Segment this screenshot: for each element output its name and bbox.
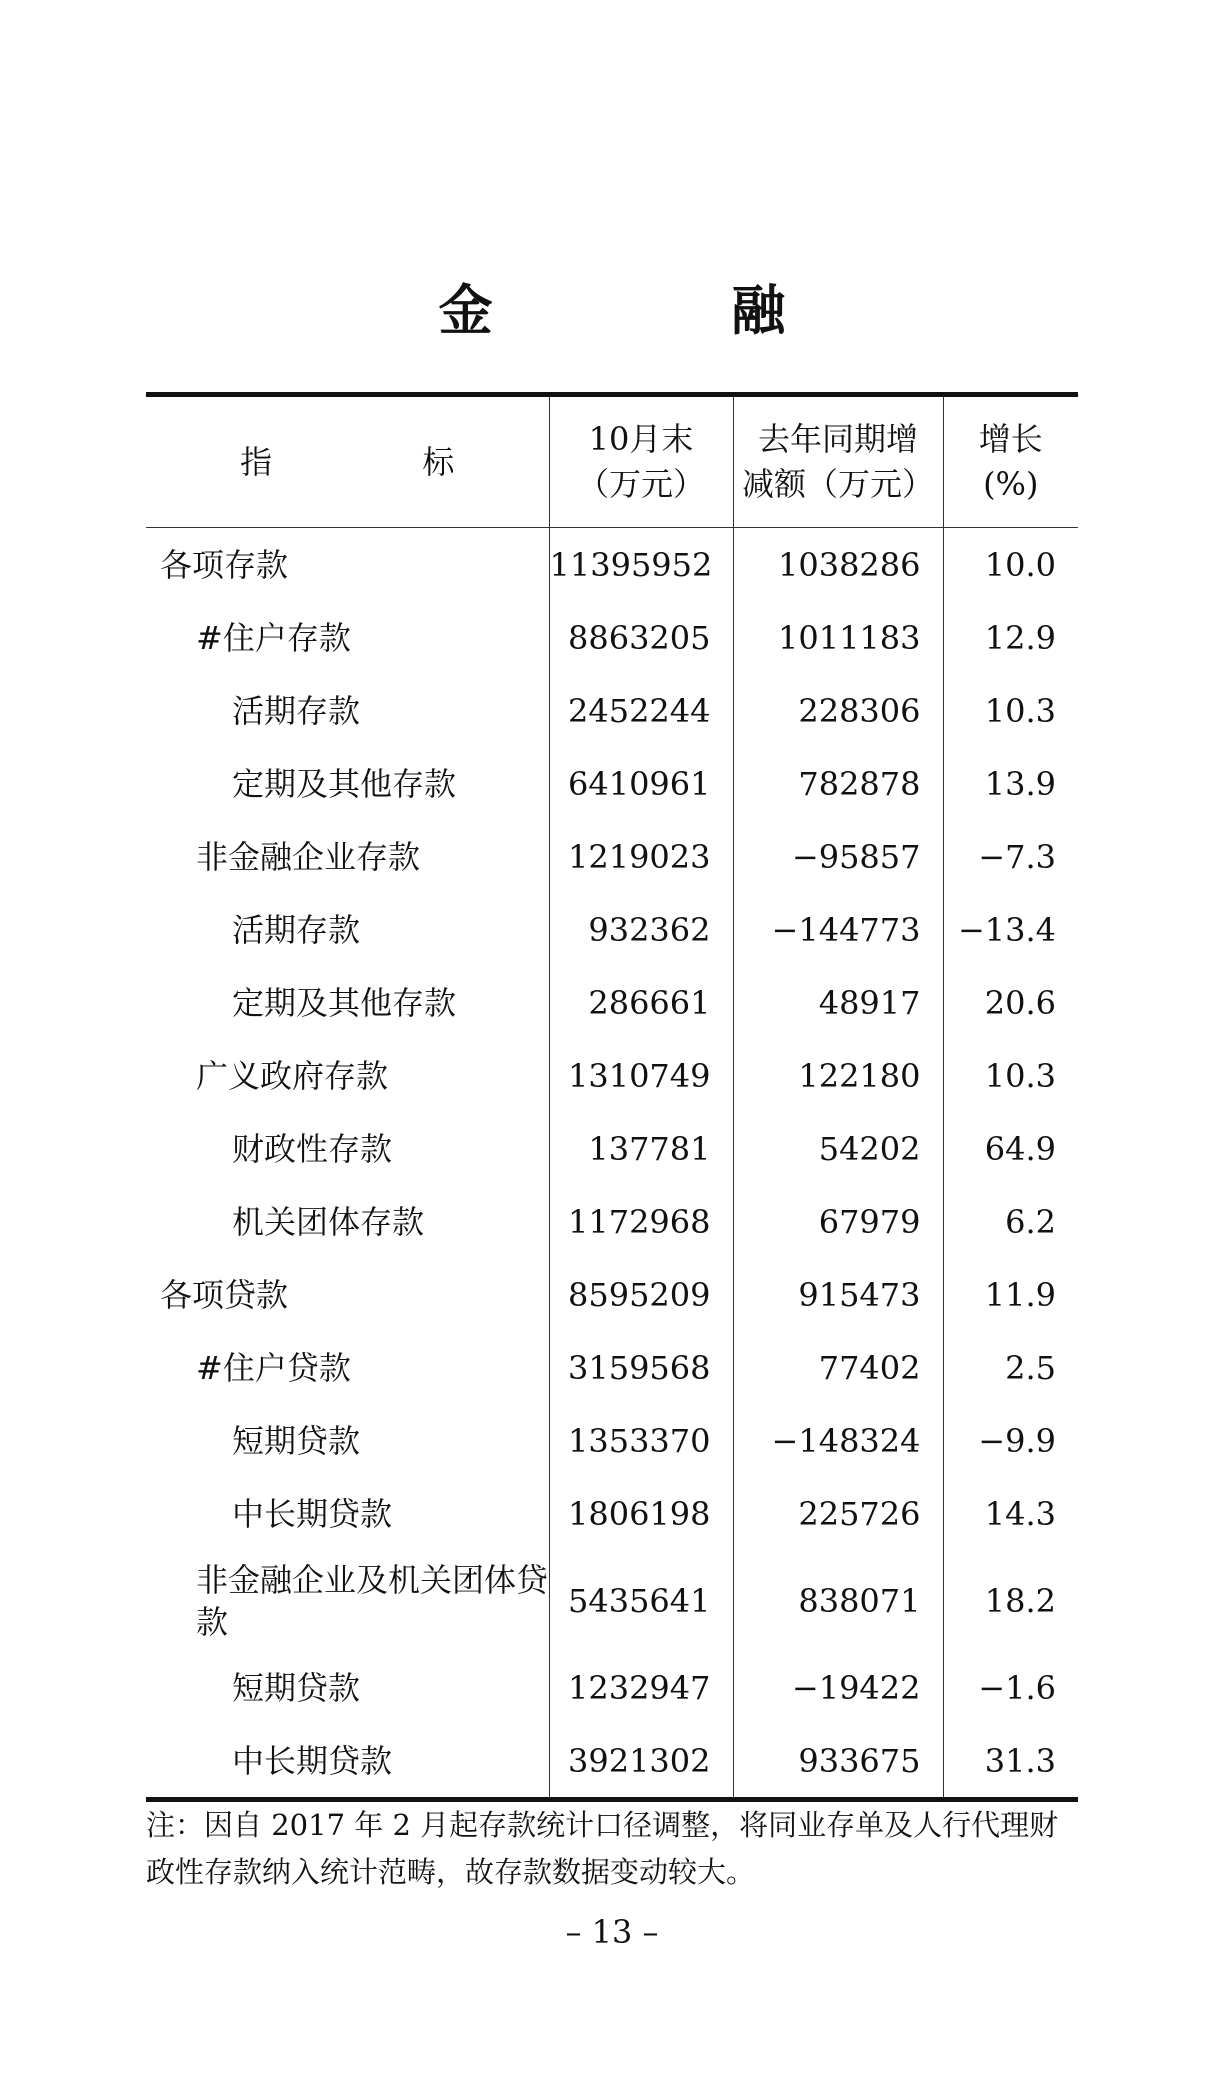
row-change: 1011183 xyxy=(733,601,943,674)
row-name: 非金融企业及机关团体贷款 xyxy=(196,1560,549,1641)
header-change-line1: 去年同期增 xyxy=(757,420,918,458)
table-row xyxy=(146,1404,1078,1477)
table-header-row xyxy=(146,395,1078,528)
row-value: 11395952 xyxy=(549,528,733,602)
header-growth-line1: 增长 xyxy=(978,420,1043,458)
page-title: 金 融 xyxy=(438,279,896,342)
row-name: 短期贷款 xyxy=(232,1668,361,1707)
row-name: #住户贷款 xyxy=(196,1348,351,1387)
row-value: 1310749 xyxy=(549,1039,733,1112)
row-change: 933675 xyxy=(733,1724,943,1800)
row-value: 1806198 xyxy=(549,1477,733,1550)
table-row xyxy=(146,1477,1078,1550)
table-row xyxy=(146,528,1078,602)
row-value: 1172968 xyxy=(549,1185,733,1258)
table-row xyxy=(146,1112,1078,1185)
table-row xyxy=(146,674,1078,747)
row-value: 137781 xyxy=(549,1112,733,1185)
row-name: 中长期贷款 xyxy=(232,1741,393,1780)
row-name: 广义政府存款 xyxy=(196,1056,389,1095)
row-change: 1038286 xyxy=(733,528,943,602)
table-row xyxy=(146,1185,1078,1258)
row-value: 1232947 xyxy=(549,1651,733,1724)
row-name: 活期存款 xyxy=(232,691,361,730)
row-change: 782878 xyxy=(733,747,943,820)
row-growth: 13.9 xyxy=(943,747,1078,820)
row-name: 中长期贷款 xyxy=(232,1494,393,1533)
page-number: – 13 – xyxy=(565,1913,659,1951)
row-value: 2452244 xyxy=(549,674,733,747)
row-change: 122180 xyxy=(733,1039,943,1112)
row-growth: 18.2 xyxy=(943,1550,1078,1651)
row-name: 各项存款 xyxy=(160,545,289,584)
row-growth: 20.6 xyxy=(943,966,1078,1039)
row-growth: 14.3 xyxy=(943,1477,1078,1550)
row-growth: 10.3 xyxy=(943,674,1078,747)
row-growth: −1.6 xyxy=(943,1651,1078,1724)
table-row xyxy=(146,893,1078,966)
table-row xyxy=(146,1039,1078,1112)
row-name: 各项贷款 xyxy=(160,1275,289,1314)
header-month-end-line1: 10月末 xyxy=(588,420,694,458)
row-change: −148324 xyxy=(733,1404,943,1477)
table-footnote: 注：因自 2017 年 2 月起存款统计口径调整，将同业存单及人行代理财政性存款纳入统计范畴，故存款数据变动较大。 xyxy=(146,1808,1059,1889)
row-value: 6410961 xyxy=(549,747,733,820)
finance-table xyxy=(146,392,1078,1802)
header-growth-line2: (%) xyxy=(983,465,1039,503)
row-name: 定期及其他存款 xyxy=(232,983,457,1022)
row-change: 915473 xyxy=(733,1258,943,1331)
row-name: 活期存款 xyxy=(232,910,361,949)
table-row xyxy=(146,1651,1078,1724)
row-name: 短期贷款 xyxy=(232,1421,361,1460)
row-change: 838071 xyxy=(733,1550,943,1651)
row-change: −95857 xyxy=(733,820,943,893)
row-value: 8595209 xyxy=(549,1258,733,1331)
table-row xyxy=(146,1331,1078,1404)
header-change-line2: 减额（万元） xyxy=(741,465,934,503)
row-change: 228306 xyxy=(733,674,943,747)
table-row xyxy=(146,601,1078,674)
row-growth: 10.3 xyxy=(943,1039,1078,1112)
row-change: 225726 xyxy=(733,1477,943,1550)
table-row xyxy=(146,747,1078,820)
row-value: 3159568 xyxy=(549,1331,733,1404)
row-name: #住户存款 xyxy=(196,618,351,657)
table-row xyxy=(146,1258,1078,1331)
row-value: 8863205 xyxy=(549,601,733,674)
row-growth: 2.5 xyxy=(943,1331,1078,1404)
header-month-end-line2: （万元） xyxy=(576,465,705,503)
row-change: 67979 xyxy=(733,1185,943,1258)
row-value: 286661 xyxy=(549,966,733,1039)
table-row xyxy=(146,1550,1078,1651)
row-value: 932362 xyxy=(549,893,733,966)
row-growth: 11.9 xyxy=(943,1258,1078,1331)
table-row xyxy=(146,820,1078,893)
row-change: 77402 xyxy=(733,1331,943,1404)
row-growth: −13.4 xyxy=(943,893,1078,966)
row-value: 5435641 xyxy=(549,1550,733,1651)
row-name: 定期及其他存款 xyxy=(232,764,457,803)
row-value: 1219023 xyxy=(549,820,733,893)
row-name: 机关团体存款 xyxy=(232,1202,425,1241)
row-value: 1353370 xyxy=(549,1404,733,1477)
row-growth: 12.9 xyxy=(943,601,1078,674)
table-row xyxy=(146,1724,1078,1800)
row-change: 54202 xyxy=(733,1112,943,1185)
row-growth: −9.9 xyxy=(943,1404,1078,1477)
header-indicator: 指 标 xyxy=(146,395,549,528)
row-value: 3921302 xyxy=(549,1724,733,1800)
row-growth: 31.3 xyxy=(943,1724,1078,1800)
header-change xyxy=(733,395,943,528)
row-growth: 10.0 xyxy=(943,528,1078,602)
row-growth: 6.2 xyxy=(943,1185,1078,1258)
row-growth: 64.9 xyxy=(943,1112,1078,1185)
row-name: 非金融企业存款 xyxy=(196,837,421,876)
header-growth xyxy=(943,395,1078,528)
table-row xyxy=(146,966,1078,1039)
header-month-end xyxy=(549,395,733,528)
row-change: 48917 xyxy=(733,966,943,1039)
row-change: −19422 xyxy=(733,1651,943,1724)
row-growth: −7.3 xyxy=(943,820,1078,893)
row-name: 财政性存款 xyxy=(232,1129,393,1168)
row-change: −144773 xyxy=(733,893,943,966)
